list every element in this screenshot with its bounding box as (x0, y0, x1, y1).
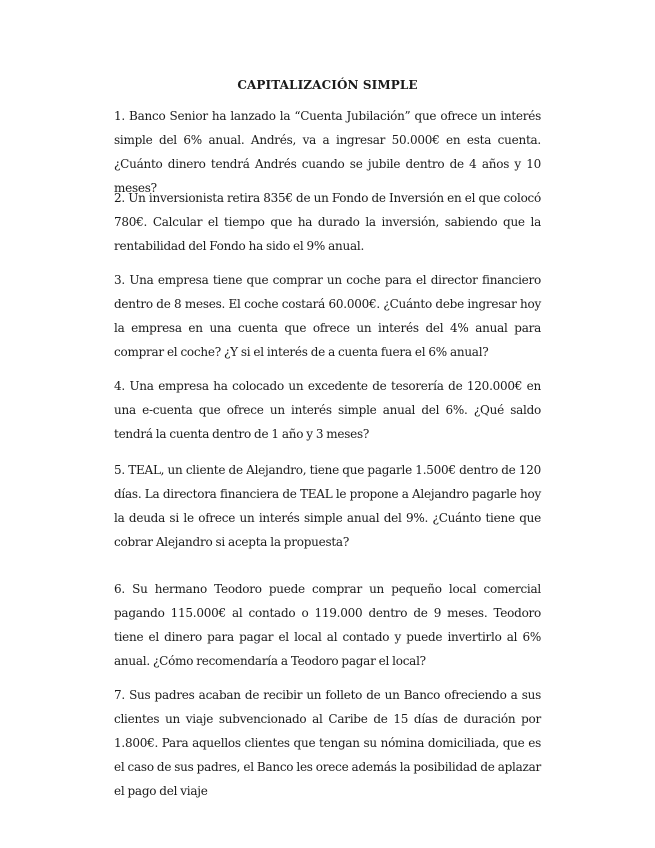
problem-3: 3. Una empresa tiene que comprar un coche para el director financiero dentro de 8 meses. El coche costará 60.000€. ¿Cuánto debe ingresar hoy la empresa en una cuenta que ofrece un interés del 4% anual para comprar el coche? ¿Y si el interés de a cuenta fuera el 6% anual? (114, 273, 541, 359)
problem-7: 7. Sus padres acaban de recibir un folleto de un Banco ofreciendo a sus clientes un viaje subvencionado al Caribe de 15 días de duración por 1.800€. Para aquellos clientes que tengan su nómina domiciliada, que es el caso de sus padres, el Banco les orece además la posibilidad de aplazar el pago del viaje (114, 688, 541, 798)
problem-1: 1. Banco Senior ha lanzado la “Cuenta Jubilación” que ofrece un interés simple del 6% anual. Andrés, va a ingresar 50.000€ en esta cuenta. ¿Cuánto dinero tendrá Andrés cuando se jubile dentro de 4 años y 10 meses? (114, 109, 541, 195)
problem-6: 6. Su hermano Teodoro puede comprar un pequeño local comercial pagando 115.000€ al contado o 119.000 dentro de 9 meses. Teodoro tiene el dinero para pagar el local al contado y puede invertirlo al 6% anual. ¿Cómo recomendaría a Teodoro pagar el local? (114, 582, 541, 668)
problem-4: 4. Una empresa ha colocado un excedente de tesorería de 120.000€ en una e-cuenta que ofrece un interés simple anual del 6%. ¿Qué saldo tendrá la cuenta dentro de 1 año y 3 meses? (114, 379, 541, 441)
page-title: CAPITALIZACIÓN SIMPLE (237, 78, 418, 92)
problem-5: 5. TEAL, un cliente de Alejandro, tiene que pagarle 1.500€ dentro de 120 días. La directora financiera de TEAL le propone a Alejandro pagarle hoy la deuda si le ofrece un interés simple anual del 9%. ¿Cuánto tiene que cobrar Alejandro si acepta la propuesta? (114, 463, 541, 549)
problem-2: 2. Un inversionista retira 835€ de un Fondo de Inversión en el que colocó 780€. Calcular el tiempo que ha durado la inversión, sabiendo que la rentabilidad del Fondo ha sido el 9% anual. (114, 191, 541, 253)
